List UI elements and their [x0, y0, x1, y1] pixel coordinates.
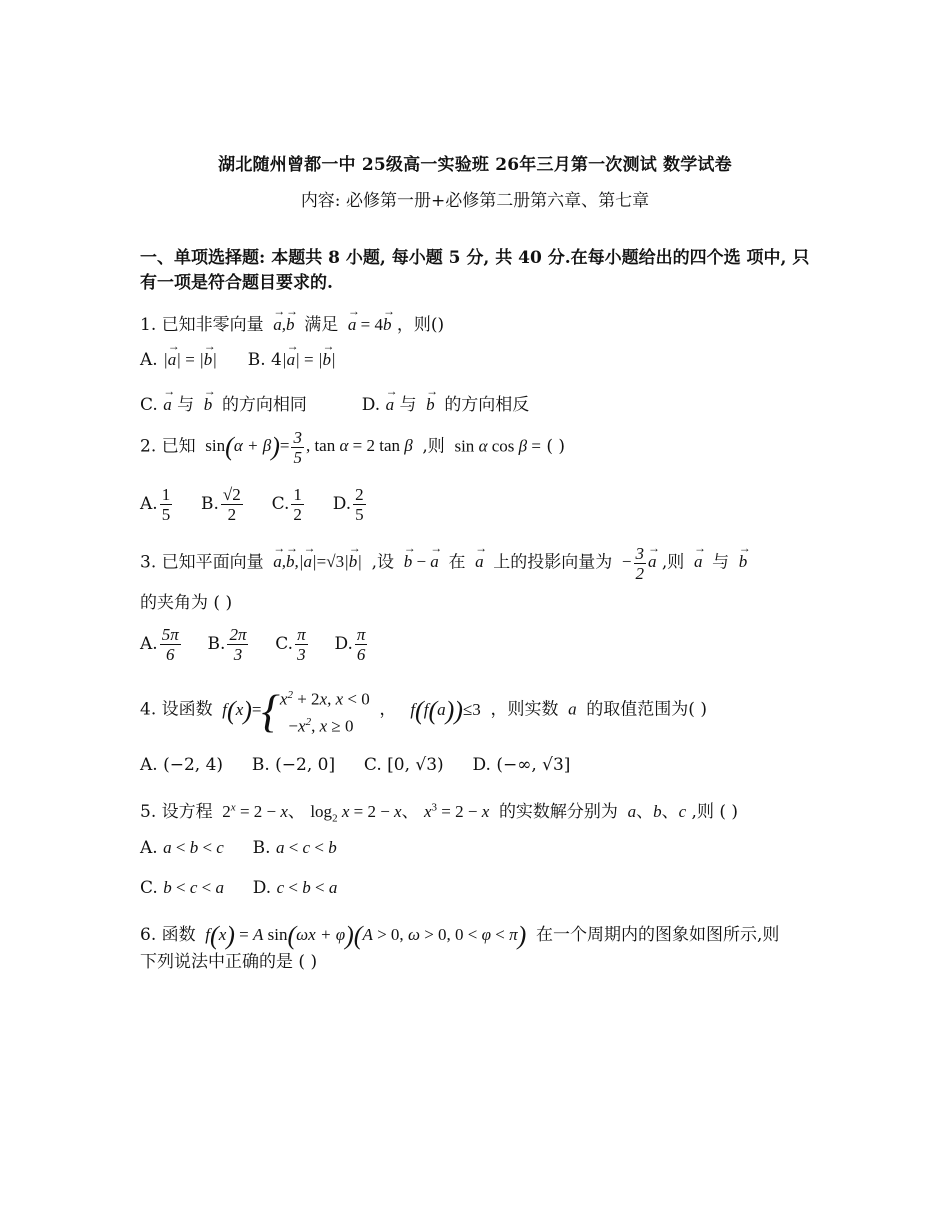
question-3-stem: 3. 已知平面向量 → a,→ b,|→ a|=√3|→ b| ,设 → b − → a 在 → a 上的投影向量为 − $\frac{3}{2}$ → a ,则 → a 与 → b — [140, 544, 747, 583]
formula: → b — [735, 552, 748, 571]
formula: $2^x = 2 - x$ — [222, 801, 288, 821]
formula: f(f(a))≤3 — [401, 695, 481, 725]
formula: → a — [471, 552, 488, 571]
question-6-stem: 6. 函数 f(x) = A sin(ωx + φ)(A > 0, ω > 0, 0 < φ < π) 在一个周期内的图象如图所示,则 — [140, 921, 780, 951]
question-4-stem: 4. 设函数 f(x)={ $x^2 + 2x$, x < 0 $-x^2$, x ≥ 0 ， f(f(a))≤3 ，则实数 a 的取值范围为( ) — [140, 685, 707, 737]
formula: a — [623, 802, 637, 821]
formula: $\frac{2}{5}$ — [355, 485, 364, 524]
section-heading: 一、单项选择题: 本题共 8 小题, 每小题 5 分, 共 40 分.在每小题给出的四个选 项中, 只有一项是符合题目要求的. — [140, 248, 810, 293]
question-1-options-ab: A. |→ a| = |→ b| B. 4|→ a| = |→ b| — [140, 350, 336, 370]
question-4-options: A. (−2, 4) B. (−2, 0] C. [0, √3) D. (−∞, √3] — [140, 755, 571, 775]
question-2-stem: 2. 已知 sin(α + β)= $\frac{3}{5}$ , tan α = 2 tan β ,则 sin α cos β = ( ) — [140, 428, 566, 467]
formula: |→ a| = |→ b| — [163, 350, 217, 369]
formula: sin(α + β)= $\frac{3}{5}$ , tan α = 2 tan β — [205, 428, 417, 467]
formula: → a — [386, 395, 395, 414]
formula: $\log_2 x = 2 - x$ — [310, 802, 402, 825]
formula: $\frac{2\pi}{3}$ — [229, 625, 247, 664]
formula: a — [563, 699, 581, 719]
formula: sin α cos β = — [454, 436, 541, 456]
formula: f(x)={ $x^2 + 2x$, x < 0 $-x^2$, x ≥ 0 — [218, 685, 370, 737]
question-5-stem: 5. 设方程 $2^x = 2 - x$、 $\log_2 x = 2 - x$、 $x^3 = 2 - x$ 的实数解分别为 a、b、c ,则 ( ) — [140, 801, 739, 825]
formula: → a,→ b,|→ a|=√3|→ b| — [269, 552, 366, 571]
formula: c — [678, 802, 687, 821]
formula: → a,→ b — [269, 315, 299, 334]
formula: → a — [690, 552, 707, 571]
formula: a < b < c — [163, 838, 224, 857]
formula: → a — [163, 395, 172, 414]
formula: $\frac{5\pi}{6}$ — [161, 625, 179, 664]
question-2-options: A. $\frac{1}{5}$ B. $\frac{√2}{2}$ C. $\frac{1}{2}$ D. $\frac{2}{5}$ — [140, 485, 364, 524]
question-1-stem: 1. 已知非零向量 → a,→ b 满足 → a = 4→ b ，则() — [140, 310, 444, 335]
formula: b < c < a — [163, 878, 224, 897]
formula: $x^3 = 2 - x$ — [424, 801, 494, 821]
formula: $\frac{1}{2}$ — [293, 485, 302, 524]
formula: → b − → a — [399, 552, 443, 571]
formula: $\frac{√2}{2}$ — [222, 485, 241, 524]
formula: $\frac{\pi}{3}$ — [297, 625, 306, 664]
formula: |→ a| = |→ b| — [282, 350, 336, 369]
question-1-options-cd: C. → a 与 → b 的方向相同 D. → a 与 → b 的方向相反 — [140, 390, 529, 415]
page-subtitle: 内容: 必修第一册+必修第二册第六章、第七章 — [300, 191, 650, 211]
formula: → b — [200, 395, 217, 414]
formula: b — [653, 802, 662, 821]
formula: a < c < b — [275, 838, 337, 857]
formula: f(x) = A sin(ωx + φ)(A > 0, ω > 0, 0 < φ < π) — [201, 921, 527, 951]
formula: $\frac{1}{5}$ — [161, 485, 171, 524]
page-title: 湖北随州曾都一中 25级高一实验班 26年三月第一次测试 数学试卷 — [218, 155, 732, 175]
question-3-stem-cont: 的夹角为 ( ) — [140, 593, 233, 613]
formula: c < b < a — [276, 878, 338, 897]
formula: − $\frac{3}{2}$ → a — [618, 552, 657, 571]
question-3-options: A. $\frac{5\pi}{6}$ B. $\frac{2\pi}{3}$ C. $\frac{\pi}{3}$ D. $\frac{\pi}{6}$ — [140, 625, 366, 664]
formula: → a = 4→ b — [344, 315, 392, 334]
question-5-options-ab: A. a < b < c B. a < c < b — [140, 838, 337, 858]
question-5-options-cd: C. b < c < a D. c < b < a — [140, 878, 338, 898]
formula: $\frac{\pi}{6}$ — [356, 625, 366, 664]
formula: → b — [422, 395, 439, 414]
question-6-stem-cont: 下列说法中正确的是 ( ) — [140, 952, 318, 972]
